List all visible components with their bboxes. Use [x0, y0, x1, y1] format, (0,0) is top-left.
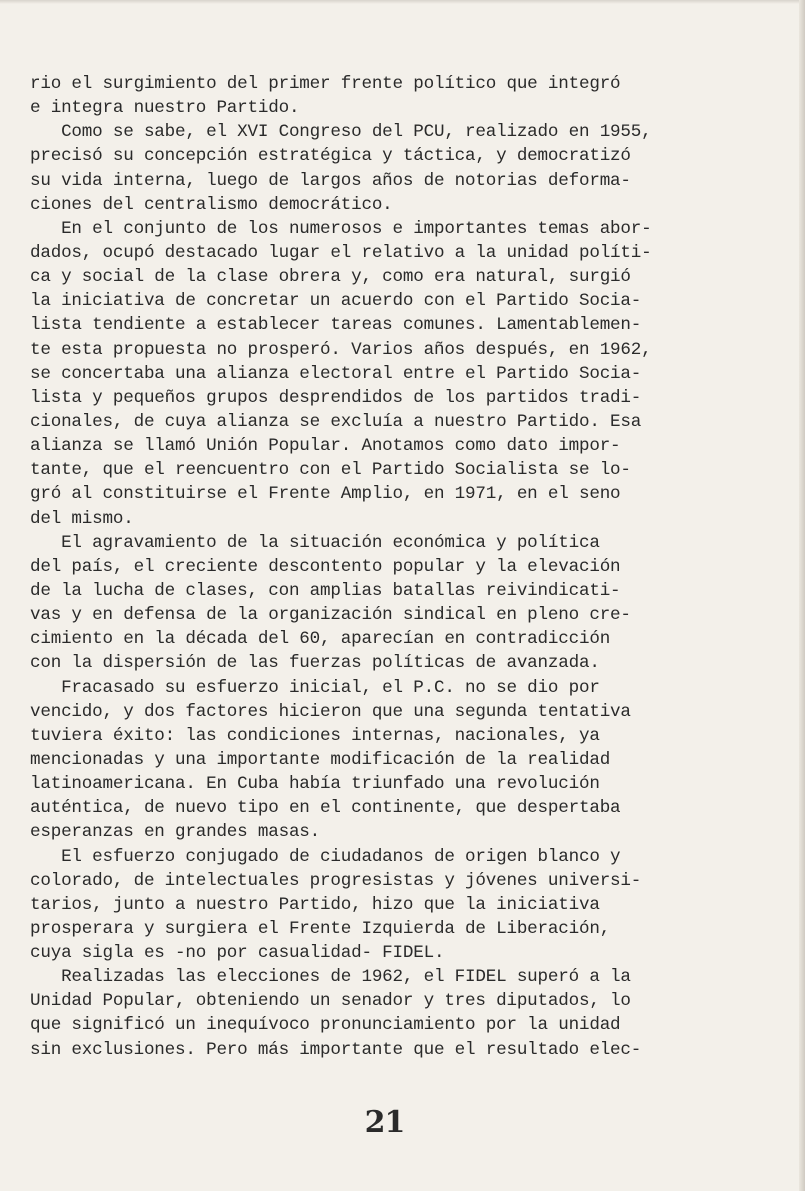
- text-line: vas y en defensa de la organización sindical en pleno cre-: [30, 605, 631, 626]
- text-line: tarios, junto a nuestro Partido, hizo que la iniciativa: [30, 894, 600, 915]
- text-line: Realizadas las elecciones de 1962, el FIDEL superó a la: [30, 967, 631, 988]
- text-line: esperanzas en grandes masas.: [30, 822, 321, 843]
- text-line: e integra nuestro Partido.: [30, 98, 300, 119]
- text-line: la iniciativa de concretar un acuerdo con el Partido Socia-: [30, 291, 642, 312]
- text-line: del mismo.: [30, 508, 134, 529]
- text-line: cionales, de cuya alianza se excluía a nuestro Partido. Esa: [30, 411, 642, 432]
- text-line: tante, que el reencuentro con el Partido Socialista se lo-: [30, 460, 631, 481]
- text-line: mencionadas y una importante modificación de la realidad: [30, 749, 611, 770]
- page-number: 21: [364, 1105, 405, 1140]
- text-line: gró al constituirse el Frente Amplio, en 1971, en el seno: [30, 484, 621, 505]
- text-line: rio el surgimiento del primer frente político que integró: [30, 74, 621, 94]
- text-line: lista tendiente a establecer tareas comunes. Lamentablemen-: [30, 315, 642, 336]
- text-line: ca y social de la clase obrera y, como era natural, surgió: [30, 267, 631, 288]
- text-line: lista y pequeños grupos desprendidos de los partidos tradi-: [30, 387, 642, 408]
- text-line: tuviera éxito: las condiciones internas, nacionales, ya: [30, 725, 600, 746]
- text-line: de la lucha de clases, con amplias batallas reivindicati-: [30, 580, 621, 601]
- text-line: cimiento en la década del 60, aparecían en contradicción: [30, 629, 611, 650]
- text-line: cuya sigla es -no por casualidad- FIDEL.: [30, 943, 445, 964]
- text-line: En el conjunto de los numerosos e importantes temas abor-: [30, 218, 652, 239]
- text-line: vencido, y dos factores hicieron que una segunda tentativa: [30, 701, 631, 722]
- text-line: latinoamericana. En Cuba había triunfado una revolución: [30, 774, 600, 795]
- text-line: Unidad Popular, obteniendo un senador y tres diputados, lo: [30, 991, 631, 1012]
- text-line: Fracasado su esfuerzo inicial, el P.C. no se dio por: [30, 677, 600, 698]
- text-line: dados, ocupó destacado lugar el relativo a la unidad políti-: [30, 242, 652, 263]
- text-line: se concertaba una alianza electoral entre el Partido Socia-: [30, 363, 642, 384]
- text-line: que significó un inequívoco pronunciamiento por la unidad: [30, 1015, 621, 1036]
- page-top-edge: [0, 0, 805, 4]
- text-line: su vida interna, luego de largos años de notorias deforma-: [30, 170, 631, 191]
- text-line: El esfuerzo conjugado de ciudadanos de origen blanco y: [30, 846, 621, 867]
- text-line: auténtica, de nuevo tipo en el continente, que despertaba: [30, 798, 621, 819]
- text-line: precisó su concepción estratégica y táctica, y democratizó: [30, 146, 631, 167]
- page-right-edge: [799, 0, 805, 1191]
- body-text: [30, 72, 742, 1062]
- text-line: del país, el creciente descontento popular y la elevación: [30, 556, 621, 577]
- text-line: te esta propuesta no prosperó. Varios años después, en 1962,: [30, 339, 652, 360]
- text-line: Como se sabe, el XVI Congreso del PCU, realizado en 1955,: [30, 122, 652, 143]
- text-line: con la dispersión de las fuerzas políticas de avanzada.: [30, 653, 600, 674]
- text-line: alianza se llamó Unión Popular. Anotamos como dato impor-: [30, 436, 621, 457]
- text-line: ciones del centralismo democrático.: [30, 194, 393, 215]
- text-line: sin exclusiones. Pero más importante que el resultado elec-: [30, 1039, 642, 1060]
- text-line: colorado, de intelectuales progresistas y jóvenes universi-: [30, 870, 642, 891]
- text-line: El agravamiento de la situación económica y política: [30, 532, 600, 553]
- text-line: prosperara y surgiera el Frente Izquierda de Liberación,: [30, 918, 611, 939]
